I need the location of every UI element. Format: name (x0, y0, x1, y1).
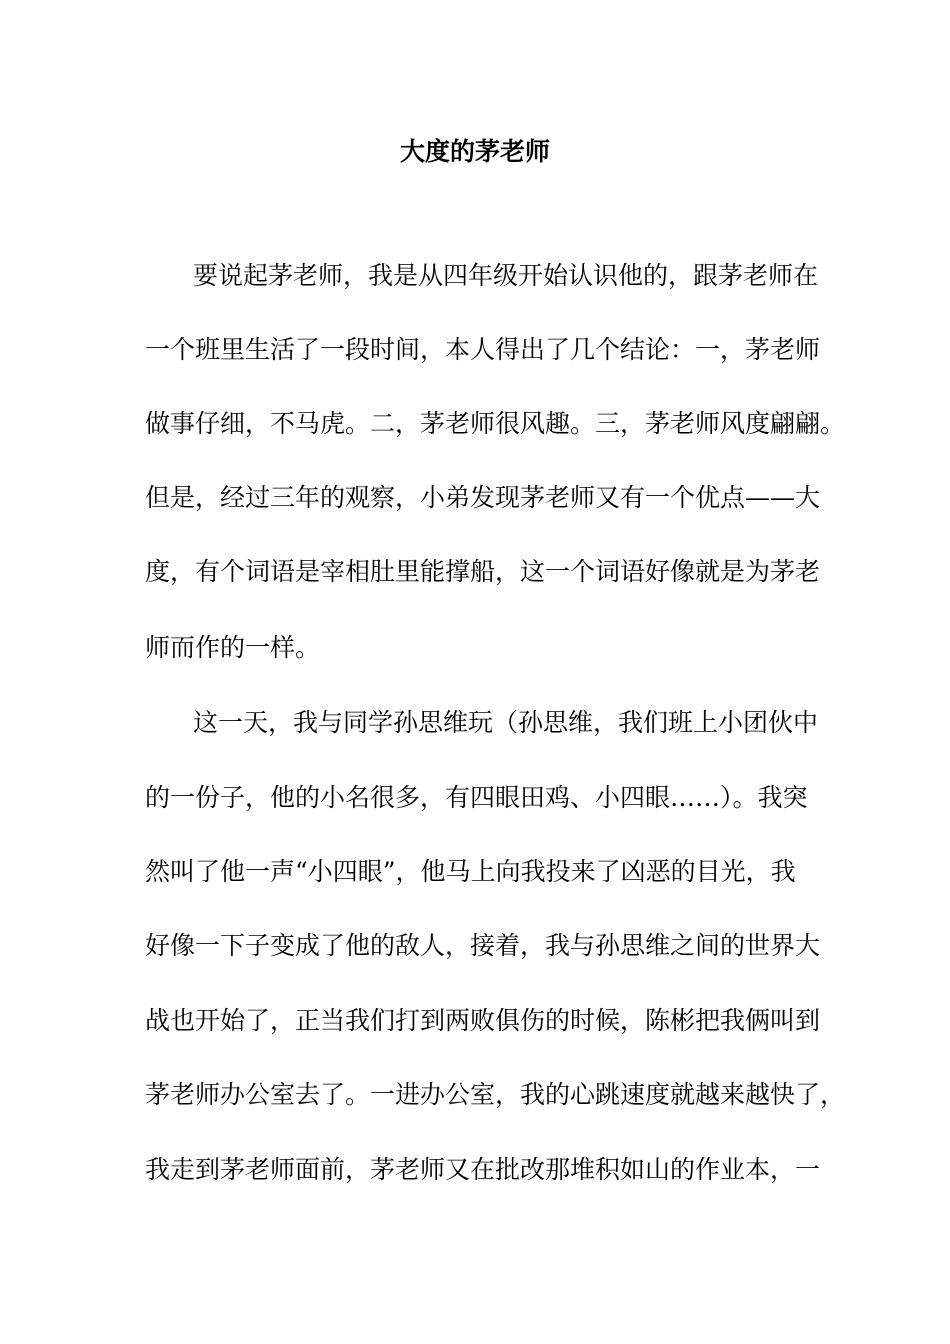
paragraph-line: 茅老师办公室去了。一进办公室，我的心跳速度就越来越快了， (145, 1080, 846, 1109)
document-title: 大度的茅老师 (399, 137, 550, 166)
paragraph-line: 战也开始了，正当我们打到两败俱伤的时候，陈彬把我俩叫到 (145, 1006, 821, 1035)
paragraph-line: 好像一下子变成了他的敌人，接着，我与孙思维之间的世界大 (145, 931, 821, 960)
paragraph-line: 我走到茅老师面前，茅老师又在批改那堆积如山的作业本，一 (145, 1155, 821, 1184)
paragraph-line: 但是，经过三年的观察，小弟发现茅老师又有一个优点——大 (145, 483, 821, 512)
paragraph-line: 然叫了他一声“小四眼”，他马上向我投来了凶恶的目光，我 (145, 857, 796, 886)
paragraph-line: 的一份子，他的小名很多，有四眼田鸡、小四眼……）。我突 (145, 783, 808, 812)
paragraph-line: 这一天，我与同学孙思维玩（孙思维，我们班上小团伙中 (193, 708, 819, 737)
paragraph-line: 师而作的一样。 (145, 633, 321, 662)
paragraph-line: 度，有个词语是宰相肚里能撑船，这一个词语好像就是为茅老 (145, 557, 821, 586)
paragraph-line: 一个班里生活了一段时间，本人得出了几个结论：一，茅老师 (145, 335, 821, 364)
paragraph-line: 要说起茅老师，我是从四年级开始认识他的，跟茅老师在 (193, 261, 819, 290)
paragraph-line: 做事仔细，不马虎。二，茅老师很风趣。三，茅老师风度翩翩。 (145, 409, 846, 438)
